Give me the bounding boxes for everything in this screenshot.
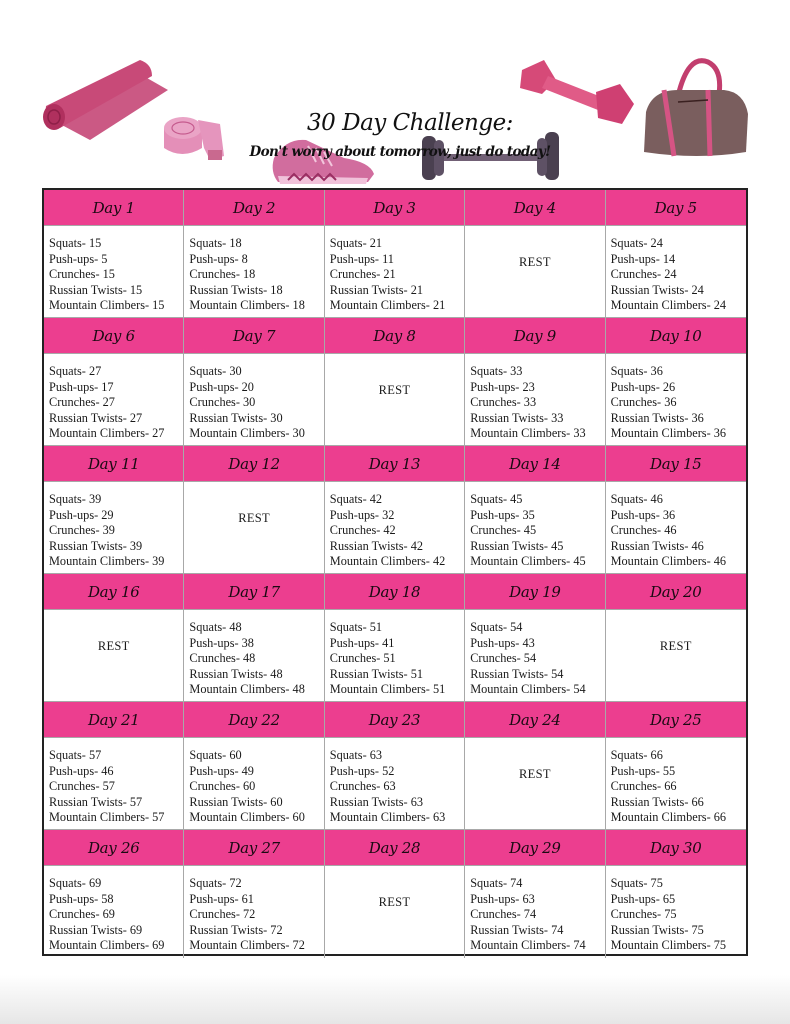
exercise-line: Russian Twists- 27: [49, 410, 143, 425]
day-header: Day 8: [325, 318, 465, 354]
exercise-line: Crunches- 75: [610, 907, 677, 921]
exercise-line: Crunches- 48: [189, 651, 256, 665]
day-header: Day 18: [325, 574, 465, 610]
exercise-line: Push-ups- 63: [470, 891, 535, 906]
rest-day-cell: [44, 610, 184, 702]
exercise-line: Squats- 15: [49, 236, 102, 250]
exercise-line: Push-ups- 5: [49, 251, 108, 266]
exercise-line: Squats- 54: [470, 620, 523, 634]
day-header: Day 29: [465, 830, 605, 866]
exercise-line: Mountain Climbers- 54: [470, 682, 586, 696]
exercise-line: Russian Twists- 21: [329, 282, 423, 297]
exercise-line: Russian Twists- 74: [470, 922, 564, 937]
workout-cell: [44, 866, 184, 958]
exercise-line: Crunches- 18: [189, 267, 256, 281]
exercise-line: Russian Twists- 63: [329, 794, 423, 809]
exercise-line: Crunches- 66: [610, 779, 677, 793]
day-header: Day 21: [44, 702, 184, 738]
exercise-line: Crunches- 15: [49, 267, 115, 281]
workout-cell: [606, 738, 746, 830]
exercise-line: Push-ups- 49: [189, 763, 254, 778]
exercise-line: Russian Twists- 66: [610, 794, 704, 809]
exercise-line: Crunches- 45: [470, 523, 537, 537]
exercise-line: Squats- 39: [49, 492, 102, 506]
workout-cell: [465, 482, 605, 574]
exercise-line: Crunches- 46: [610, 523, 677, 537]
day-header: Day 13: [325, 446, 465, 482]
exercise-line: Squats- 57: [49, 748, 102, 762]
day-header: Day 16: [44, 574, 184, 610]
exercise-line: Push-ups- 8: [189, 251, 248, 266]
day-header: Day 25: [606, 702, 746, 738]
exercise-line: Russian Twists- 18: [189, 282, 283, 297]
yoga-mat-icon: [40, 54, 170, 144]
exercise-line: Crunches- 72: [189, 907, 256, 921]
exercise-line: Crunches- 51: [329, 651, 396, 665]
day-header: Day 5: [606, 190, 746, 226]
day-header: Day 12: [184, 446, 324, 482]
exercise-line: Push-ups- 26: [610, 379, 676, 394]
exercise-line: Squats- 42: [329, 492, 383, 506]
exercise-line: Squats- 51: [329, 620, 383, 634]
exercise-line: Mountain Climbers- 30: [189, 426, 305, 440]
exercise-line: Squats- 75: [610, 876, 663, 890]
exercise-line: Mountain Climbers- 48: [189, 682, 305, 696]
exercise-line: Mountain Climbers- 39: [49, 554, 165, 568]
exercise-line: Russian Twists- 36: [610, 410, 704, 425]
day-header: Day 3: [325, 190, 465, 226]
exercise-line: Russian Twists- 30: [189, 410, 283, 425]
challenge-calendar: [42, 188, 748, 956]
exercise-line: Russian Twists- 75: [610, 922, 704, 937]
exercise-line: Russian Twists- 42: [329, 538, 423, 553]
exercise-line: Russian Twists- 60: [189, 794, 283, 809]
gym-bag-icon: [638, 56, 753, 160]
day-header: Day 14: [465, 446, 605, 482]
exercise-line: Mountain Climbers- 74: [470, 938, 586, 952]
day-header: Day 6: [44, 318, 184, 354]
workout-cell: [325, 482, 465, 574]
exercise-line: Russian Twists- 51: [329, 666, 423, 681]
workout-cell: [606, 866, 746, 958]
exercise-line: Crunches- 57: [49, 779, 115, 793]
exercise-line: Push-ups- 46: [49, 763, 114, 778]
exercise-line: Squats- 69: [49, 876, 102, 890]
exercise-line: Russian Twists- 24: [610, 282, 704, 297]
exercise-line: Squats- 66: [610, 748, 663, 762]
rest-day-cell: [465, 738, 605, 830]
exercise-line: Russian Twists- 54: [470, 666, 564, 681]
exercise-line: Russian Twists- 33: [470, 410, 564, 425]
workout-cell: [465, 610, 605, 702]
exercise-line: Push-ups- 52: [329, 763, 395, 778]
day-header: Day 17: [184, 574, 324, 610]
workout-cell: [184, 610, 324, 702]
exercise-line: Crunches- 27: [49, 395, 115, 409]
exercise-line: Mountain Climbers- 33: [470, 426, 586, 440]
day-header: Day 11: [44, 446, 184, 482]
exercise-line: Crunches- 69: [49, 907, 115, 921]
exercise-line: Mountain Climbers- 72: [189, 938, 305, 952]
day-header: Day 22: [184, 702, 324, 738]
exercise-line: Squats- 63: [329, 748, 383, 762]
exercise-line: Russian Twists- 69: [49, 922, 143, 937]
workout-cell: [184, 354, 324, 446]
day-header: Day 24: [465, 702, 605, 738]
exercise-line: Russian Twists- 48: [189, 666, 283, 681]
rest-label: REST: [378, 895, 411, 910]
exercise-line: Crunches- 24: [610, 267, 677, 281]
workout-cell: [44, 738, 184, 830]
exercise-line: Squats- 18: [189, 236, 242, 250]
day-header: Day 2: [184, 190, 324, 226]
workout-cell: [184, 226, 324, 318]
exercise-line: Squats- 60: [189, 748, 242, 762]
exercise-line: Mountain Climbers- 46: [610, 554, 727, 568]
exercise-line: Mountain Climbers- 75: [610, 938, 727, 952]
exercise-line: Squats- 30: [189, 364, 242, 378]
day-header: Day 15: [606, 446, 746, 482]
exercise-line: Squats- 72: [189, 876, 242, 890]
exercise-line: Mountain Climbers- 51: [329, 682, 446, 696]
exercise-line: Mountain Climbers- 60: [189, 810, 305, 824]
workout-cell: [44, 354, 184, 446]
exercise-line: Crunches- 74: [470, 907, 537, 921]
exercise-line: Mountain Climbers- 15: [49, 298, 165, 312]
exercise-line: Squats- 46: [610, 492, 663, 506]
exercise-line: Push-ups- 41: [329, 635, 395, 650]
exercise-line: Crunches- 42: [329, 523, 396, 537]
exercise-line: Mountain Climbers- 24: [610, 298, 727, 312]
exercise-line: Mountain Climbers- 57: [49, 810, 165, 824]
day-header: Day 19: [465, 574, 605, 610]
rest-label: REST: [659, 638, 692, 653]
exercise-line: Push-ups- 55: [610, 763, 676, 778]
day-header: Day 10: [606, 318, 746, 354]
day-header: Day 9: [465, 318, 605, 354]
workout-cell: [465, 866, 605, 958]
exercise-line: Push-ups- 29: [49, 507, 114, 522]
header-art: [0, 40, 790, 190]
workout-cell: [606, 482, 746, 574]
exercise-line: Crunches- 63: [329, 779, 396, 793]
exercise-line: Squats- 48: [189, 620, 242, 634]
exercise-line: Squats- 74: [470, 876, 523, 890]
day-header: Day 28: [325, 830, 465, 866]
exercise-line: Push-ups- 32: [329, 507, 395, 522]
workout-cell: [325, 610, 465, 702]
workout-cell: [44, 482, 184, 574]
rest-day-cell: [465, 226, 605, 318]
rest-label: REST: [378, 382, 411, 397]
workout-cell: [465, 354, 605, 446]
exercise-line: Mountain Climbers- 36: [610, 426, 727, 440]
exercise-line: Squats- 24: [610, 236, 663, 250]
exercise-line: Push-ups- 11: [329, 251, 394, 266]
exercise-line: Push-ups- 23: [470, 379, 535, 394]
exercise-line: Crunches- 30: [189, 395, 256, 409]
exercise-line: Russian Twists- 15: [49, 282, 143, 297]
exercise-line: Crunches- 33: [470, 395, 537, 409]
rest-label: REST: [97, 638, 130, 653]
rest-day-cell: [325, 354, 465, 446]
workout-cell: [184, 866, 324, 958]
day-header: Day 4: [465, 190, 605, 226]
exercise-line: Push-ups- 20: [189, 379, 254, 394]
measuring-tape-icon: [158, 106, 233, 166]
exercise-line: Push-ups- 36: [610, 507, 676, 522]
exercise-line: Mountain Climbers- 63: [329, 810, 446, 824]
exercise-line: Mountain Climbers- 21: [329, 298, 446, 312]
exercise-line: Mountain Climbers- 18: [189, 298, 305, 312]
day-header: Day 7: [184, 318, 324, 354]
exercise-line: Push-ups- 65: [610, 891, 676, 906]
day-header: Day 23: [325, 702, 465, 738]
page-title: 30 Day Challenge:: [307, 110, 513, 136]
exercise-line: Russian Twists- 46: [610, 538, 704, 553]
exercise-line: Russian Twists- 45: [470, 538, 564, 553]
exercise-line: Mountain Climbers- 45: [470, 554, 586, 568]
exercise-line: Crunches- 60: [189, 779, 256, 793]
exercise-line: Push-ups- 35: [470, 507, 535, 522]
day-header: Day 26: [44, 830, 184, 866]
page-subtitle: Don't worry about tomorrow, just do today!: [249, 144, 551, 160]
workout-cell: [325, 738, 465, 830]
day-header: Day 30: [606, 830, 746, 866]
workout-cell: [44, 226, 184, 318]
day-header: Day 20: [606, 574, 746, 610]
exercise-line: Squats- 33: [470, 364, 523, 378]
day-header: Day 1: [44, 190, 184, 226]
workout-cell: [184, 738, 324, 830]
exercise-line: Mountain Climbers- 27: [49, 426, 165, 440]
rest-day-cell: [184, 482, 324, 574]
exercise-line: Push-ups- 43: [470, 635, 535, 650]
workout-cell: [325, 226, 465, 318]
rest-day-cell: [606, 610, 746, 702]
exercise-line: Mountain Climbers- 42: [329, 554, 446, 568]
rest-label: REST: [238, 510, 270, 525]
exercise-line: Russian Twists- 39: [49, 538, 143, 553]
rest-label: REST: [519, 254, 551, 269]
rest-label: REST: [519, 766, 551, 781]
exercise-line: Push-ups- 61: [189, 891, 254, 906]
exercise-line: Push-ups- 38: [189, 635, 254, 650]
exercise-line: Crunches- 39: [49, 523, 115, 537]
workout-cell: [606, 226, 746, 318]
rest-day-cell: [325, 866, 465, 958]
exercise-line: Crunches- 36: [610, 395, 677, 409]
exercise-line: Mountain Climbers- 66: [610, 810, 727, 824]
exercise-line: Squats- 36: [610, 364, 663, 378]
exercise-line: Russian Twists- 57: [49, 794, 143, 809]
exercise-line: Russian Twists- 72: [189, 922, 283, 937]
exercise-line: Push-ups- 14: [610, 251, 676, 266]
exercise-line: Push-ups- 17: [49, 379, 114, 394]
exercise-line: Crunches- 54: [470, 651, 537, 665]
exercise-line: Squats- 21: [329, 236, 383, 250]
exercise-line: Mountain Climbers- 69: [49, 938, 165, 952]
exercise-line: Crunches- 21: [329, 267, 396, 281]
day-header: Day 27: [184, 830, 324, 866]
exercise-line: Push-ups- 58: [49, 891, 114, 906]
exercise-line: Squats- 45: [470, 492, 523, 506]
workout-cell: [606, 354, 746, 446]
exercise-line: Squats- 27: [49, 364, 102, 378]
